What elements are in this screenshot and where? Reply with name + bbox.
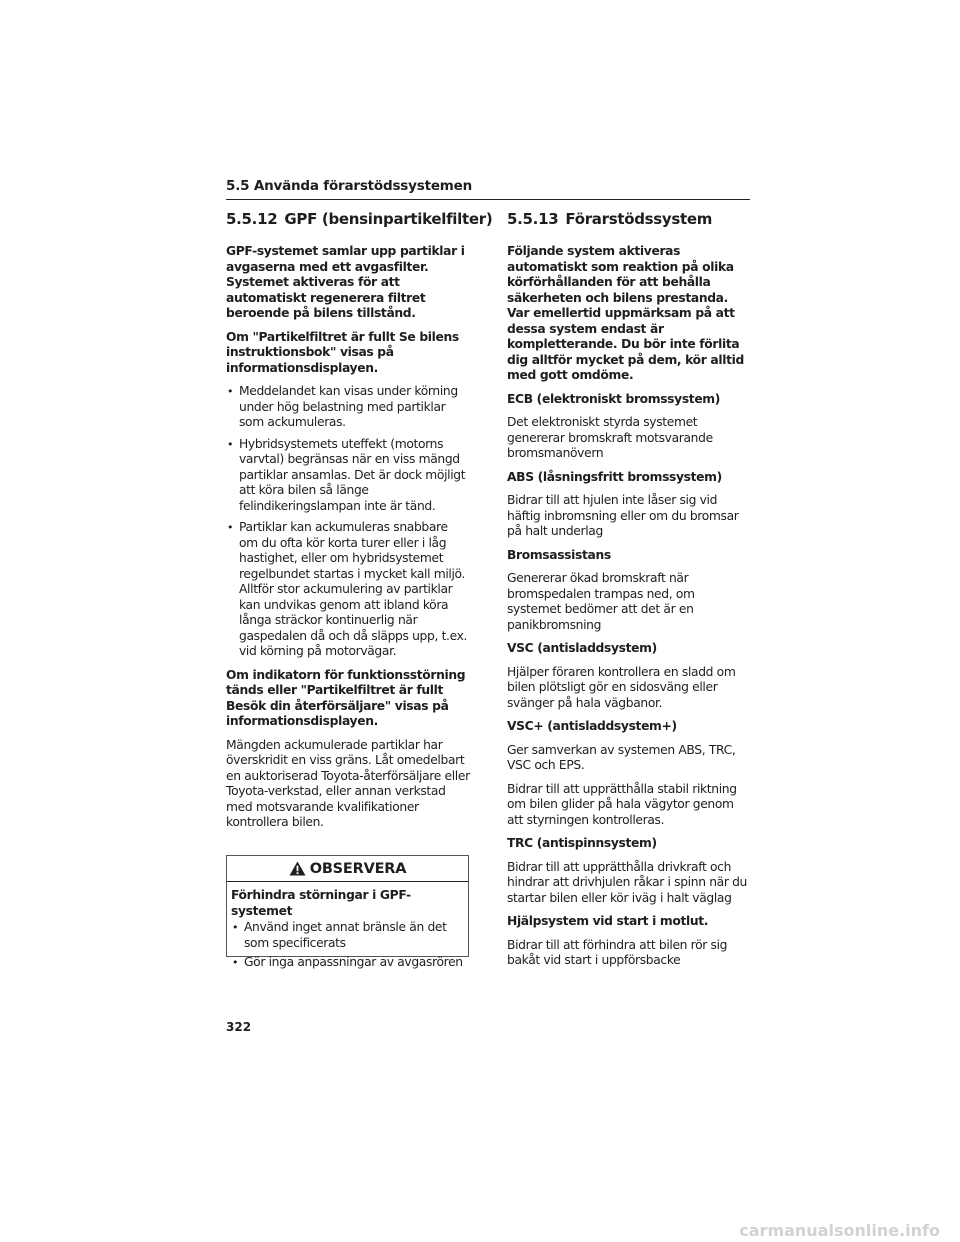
abs-text: Bidrar till att hjulen inte låser sig vid häftig inbromsning eller om du bromsar på halt underlag (507, 493, 739, 538)
vsc-plus-heading: VSC+ (antisladdsystem+) (507, 719, 677, 733)
section-title-driver-assist (507, 208, 751, 230)
abs-heading: ABS (låsningsfritt bromssystem) (507, 469, 722, 484)
right-column (507, 208, 751, 977)
ecb-heading: ECB (elektroniskt bromssystem) (507, 391, 721, 406)
section-title-gpf (226, 208, 493, 230)
hill-start-heading: Hjälpsystem vid start i motlut. (507, 914, 709, 928)
notice-body (227, 882, 468, 971)
ecb-text: Det elektroniskt styrda systemet genererar bromskraft motsvarande bromsmanövern (507, 415, 713, 460)
notice-bullet-list (231, 920, 464, 971)
trc-heading: TRC (antispinnsystem) (507, 836, 657, 850)
section-title-text: Förarstödssystem (565, 210, 713, 228)
notice-title: OBSERVERA (309, 860, 407, 877)
gpf-message-full: Om "Partikelfiltret är fullt Se bilens instruktionsbok" visas på informationsdisplayen. (226, 329, 459, 375)
watermark: carmanualsonline.info (739, 1221, 940, 1240)
vsc-heading: VSC (antisladdsystem) (507, 641, 657, 655)
list-item: • Använd inget annat bränsle än det som specificerats (231, 920, 464, 951)
gpf-intro: GPF-systemet samlar upp partiklar i avgaserna med ett avgasfilter. Systemet aktiveras för att automatiskt regenerera filtret beroende på bilens tillstånd. (226, 244, 465, 320)
header-rule (226, 199, 750, 200)
list-item: • Meddelandet kan visas under körning under hög belastning med partiklar som ackumuleras. (226, 384, 470, 431)
gpf-bullet-list (226, 384, 470, 660)
trc-text: Bidrar till att upprätthålla drivkraft och hindrar att drivhjulen råkar i spinn när du startar bilen eller kör iväg i halt väglag (507, 859, 747, 905)
assist-intro: Följande system aktiveras automatiskt som reaktion på olika körförhållanden för att behålla säkerheten och bilens prestanda. Var emellertid uppmärksam på att dessa system endast är kompletterande. Du bör inte förlita dig alltför mycket på dem, kör alltid med gott omdöme. (507, 244, 744, 382)
page-number: 322 (226, 1020, 252, 1034)
vsc-text: Hjälper föraren kontrollera en sladd om bilen plötsligt gör en sidosväng eller svänger på hala vägbanor. (507, 664, 736, 710)
notice-box (226, 855, 469, 969)
list-item: • Partiklar kan ackumuleras snabbare om du ofta kör korta turer eller i låg hastighet, eller om hybridsystemet regelbundet startas i mycket kall miljö. Alltför stor ackumulering av partiklar kan undvikas genom att ibland köra långa sträckor kontinuerlig när gaspedalen då och då släpps upp, t.ex. vid körning på motorvägar. (226, 520, 470, 660)
notice-subtitle: Förhindra störningar i GPF-systemet (231, 888, 411, 918)
section-title-text: GPF (bensinpartikelfilter) (284, 210, 493, 228)
gpf-message-dealer: Om indikatorn för funktionsstörning tänds eller "Partikelfiltret är fullt Besök din återförsäljare" visas på informationsdisplayen. (226, 667, 466, 728)
running-header: 5.5 Använda förarstödssystemen (226, 178, 473, 194)
vsc-plus-text-1: Ger samverkan av systemen ABS, TRC, VSC och EPS. (507, 742, 736, 772)
gpf-paragraph: Mängden ackumulerade partiklar har överskridit en viss gräns. Låt omedelbart en auktoriserad Toyota-återförsäljare eller Toyota-verkstad, eller annan verkstad med motsvarande kvalifikationer kontrollera bilen. (226, 737, 470, 829)
notice-header (227, 856, 468, 882)
hill-start-text: Bidrar till att förhindra att bilen rör sig bakåt vid start i uppförsbacke (507, 937, 728, 967)
section-number: 5.5.12 (226, 210, 278, 228)
list-item: • Gör inga anpassningar av avgasrören (231, 955, 464, 971)
vsc-plus-text-2: Bidrar till att upprätthålla stabil riktning om bilen glider på hala vägytor genom att styrningen kontrolleras. (507, 781, 737, 827)
section-number: 5.5.13 (507, 210, 559, 228)
left-column (226, 208, 493, 839)
warning-icon (289, 861, 306, 876)
brake-assist-heading: Bromsassistans (507, 547, 611, 562)
brake-assist-text: Genererar ökad bromskraft när bromspedalen trampas ned, om systemet bedömer att det är en panikbromsning (507, 571, 695, 632)
list-item: • Hybridsystemets uteffekt (motorns varvtal) begränsas när en viss mängd partiklar ansamlas. Det är dock möjligt att köra bilen så länge felindikeringslampan inte är tänd. (226, 437, 470, 515)
